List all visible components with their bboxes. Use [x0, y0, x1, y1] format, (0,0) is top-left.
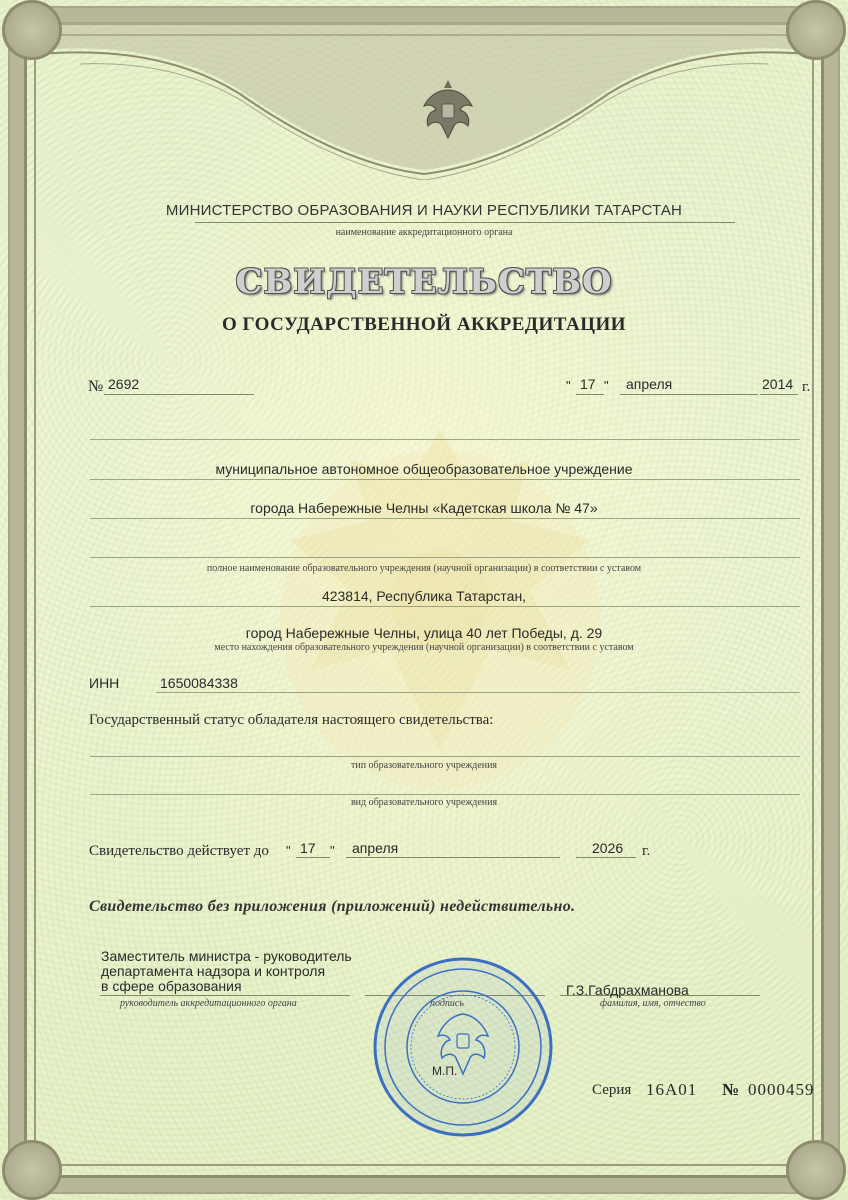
validity-quote-open: ": [286, 843, 291, 858]
institution-line1-rule: [90, 479, 800, 480]
issue-date-quote-open: ": [566, 378, 571, 393]
address-line1-rule: [90, 606, 800, 607]
inn-label: ИНН: [89, 675, 120, 691]
validity-month: апреля: [352, 840, 399, 856]
validity-quote-close: ": [330, 843, 335, 858]
issue-year-underline: [760, 394, 798, 395]
signatory-position-line3: в сфере образования: [101, 978, 242, 994]
ministry-underline: [195, 222, 735, 223]
signatory-name: Г.З.Габдрахманова: [566, 982, 689, 998]
blank-rule: [90, 557, 800, 558]
number-underline: [104, 394, 254, 395]
corner-ornament-top-right: [786, 0, 846, 60]
validity-month-underline: [346, 857, 560, 858]
type-caption: тип образовательного учреждения: [350, 760, 498, 771]
institution-line2-rule: [90, 518, 800, 519]
corner-ornament-top-left: [2, 0, 62, 60]
issue-day-underline: [576, 394, 604, 395]
address-line2: город Набережные Челны, улица 40 лет Победы, д. 29: [245, 625, 603, 641]
institution-name-caption: полное наименование образовательного учреждения (научной организации) в соответствии с уставом: [206, 563, 642, 574]
inn-underline: [156, 692, 800, 693]
issue-month-underline: [620, 394, 758, 395]
ministry-name: МИНИСТЕРСТВО ОБРАЗОВАНИЯ И НАУКИ РЕСПУБЛИКИ ТАТАРСТАН: [165, 202, 683, 219]
institution-name-line2: города Набережные Челны «Кадетская школа № 47»: [250, 500, 598, 516]
type-rule: [90, 756, 800, 757]
kind-rule: [90, 794, 800, 795]
series-value: 16А01: [646, 1080, 698, 1099]
address-caption: место нахождения образовательного учреждения (научной организации) в соответствии с уставом: [214, 642, 634, 653]
institution-name-line1: муниципальное автономное общеобразовательное учреждение: [215, 461, 633, 477]
issue-year-suffix: г.: [802, 379, 811, 395]
signatory-position-line2: департамента надзора и контроля: [101, 963, 326, 979]
corner-ornament-bottom-right: [786, 1140, 846, 1200]
document-title: СВИДЕТЕЛЬСТВО: [235, 262, 613, 302]
number-label: №: [88, 378, 104, 395]
validity-year-suffix: г.: [642, 843, 651, 859]
ministry-caption: наименование аккредитационного органа: [335, 227, 513, 238]
inn-value: 1650084338: [160, 675, 238, 691]
head-caption: руководитель аккредитационного органа: [120, 998, 297, 1009]
official-stamp: [372, 956, 554, 1138]
document-subtitle: О ГОСУДАРСТВЕННОЙ АККРЕДИТАЦИИ: [221, 314, 627, 335]
issue-year: 2014: [762, 376, 794, 392]
validity-day: 17: [300, 840, 316, 856]
kind-caption: вид образовательного учреждения: [350, 797, 498, 808]
validity-year-underline: [576, 857, 636, 858]
series-label: Серия: [592, 1082, 632, 1098]
signatory-position-line1: Заместитель министра - руководитель: [101, 948, 352, 964]
issue-month: апреля: [626, 376, 673, 392]
certificate-number: 2692: [108, 376, 140, 392]
validity-day-underline: [296, 857, 330, 858]
series-number-label: №: [722, 1080, 740, 1099]
position-underline: [100, 995, 350, 996]
corner-ornament-bottom-left: [2, 1140, 62, 1200]
validity-year: 2026: [592, 840, 624, 856]
address-line1: 423814, Республика Татарстан,: [321, 588, 527, 604]
status-label: Государственный статус обладателя настоящего свидетельства:: [89, 712, 494, 728]
name-caption: фамилия, имя, отчество: [600, 998, 706, 1009]
stamp-place-label: М.П.: [432, 1064, 458, 1078]
issue-day: 17: [580, 376, 596, 392]
coat-of-arms-icon: [418, 76, 478, 142]
validity-label: Свидетельство действует до: [89, 843, 269, 859]
series-number: 0000459: [748, 1080, 815, 1099]
issue-date-quote-close: ": [604, 378, 609, 393]
validity-notice: Свидетельство без приложения (приложений) недействительно.: [89, 898, 576, 915]
blank-rule: [90, 439, 800, 440]
